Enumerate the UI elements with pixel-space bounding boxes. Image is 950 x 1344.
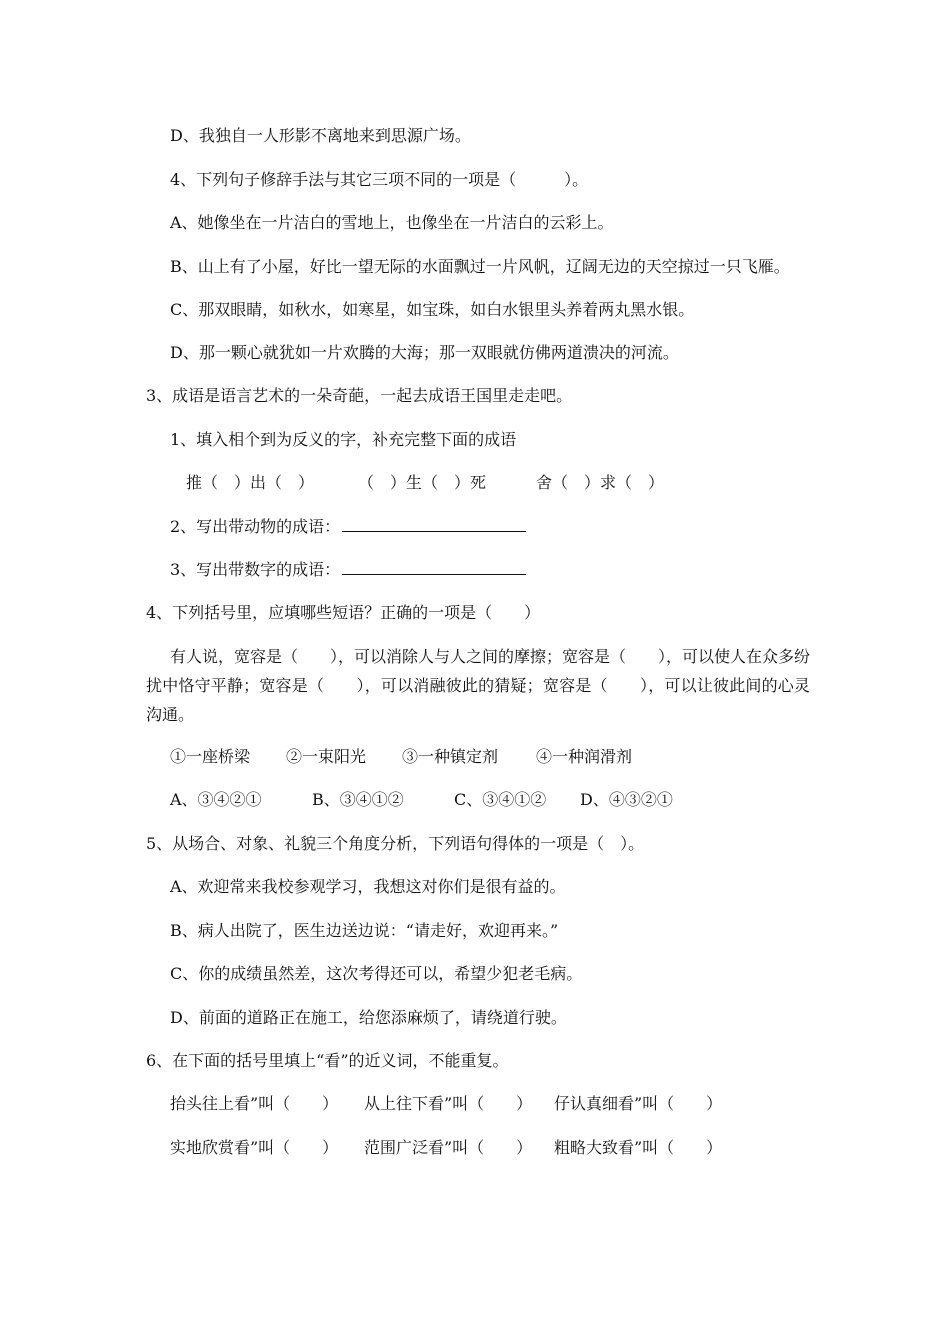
section-4-title: 4、下列括号里，应填哪些短语？正确的一项是（ ） <box>146 603 541 622</box>
synonym-2: 从上往下看”叫（ ） <box>364 1094 533 1113</box>
q4-option-c: C、那双眼睛，如秋水，如寒星，如宝珠，如白水银里头养着两丸黑水银。 <box>170 300 695 319</box>
synonym-4: 实地欣赏看”叫（ ） <box>170 1138 339 1157</box>
phrase-4: ④一种润滑剂 <box>536 747 633 766</box>
answer-blank-number[interactable] <box>342 560 526 575</box>
s5-option-d: D、前面的道路正在施工，给您添麻烦了，请绕道行驶。 <box>170 1008 567 1027</box>
section-3-item-3 <box>170 560 526 580</box>
section-3-title: 3、成语是语言艺术的一朵奇葩，一起去成语王国里走走吧。 <box>146 386 573 405</box>
synonym-1: 抬头往上看”叫（ ） <box>170 1094 339 1113</box>
s4-option-a[interactable]: A、③④②① <box>170 790 262 809</box>
section-5-title: 5、从场合、对象、礼貌三个角度分析，下列语句得体的一项是（ ）。 <box>146 834 645 853</box>
section-3-item-1: 1、填入相个到为反义的字，补充完整下面的成语 <box>170 430 517 449</box>
s5-option-a: A、欢迎常来我校参观学习，我想这对你们是很有益的。 <box>170 877 566 896</box>
section-3-item-2 <box>170 517 526 537</box>
phrase-2: ②一束阳光 <box>286 747 367 766</box>
synonym-5: 范围广泛看”叫（ ） <box>364 1138 533 1157</box>
synonym-3: 仔认真细看”叫（ ） <box>554 1094 723 1113</box>
s5-option-b: B、病人出院了，医生边送边说：“请走好，欢迎再来。” <box>170 921 559 940</box>
synonym-6: 粗略大致看”叫（ ） <box>554 1138 723 1157</box>
q4-option-d: D、那一颗心就犹如一片欢腾的大海；那一双眼就仿佛两道溃决的河流。 <box>170 343 679 362</box>
section-4-passage: 有人说，宽容是（ ），可以消除人与人之间的摩擦；宽容是（ ），可以使人在众多纷扰中恪守平静；宽容是（ ），可以消融彼此的猜疑；宽容是（ ），可以让彼此间的心灵沟通。 <box>146 647 811 724</box>
s4-option-b[interactable]: B、③④①② <box>312 790 404 809</box>
question-4-stem: 4、下列句子修辞手法与其它三项不同的一项是（ ）。 <box>170 170 589 189</box>
phrase-3: ③一种镇定剂 <box>402 747 499 766</box>
idiom-2: （ ）生（ ）死 <box>358 473 487 492</box>
section-6-title: 6、在下面的括号里填上“看”的近义词，不能重复。 <box>146 1051 509 1070</box>
q4-option-b: B、山上有了小屋，好比一望无际的水面飘过一片风帆，辽阔无边的天空掠过一只飞雁。 <box>170 257 790 276</box>
item-3-label: 3、写出带数字的成语： <box>170 560 341 579</box>
phrase-1: ①一座桥梁 <box>170 747 251 766</box>
s4-option-c[interactable]: C、③④①② <box>454 790 547 809</box>
s4-option-d[interactable]: D、④③②① <box>580 790 673 809</box>
item-2-label: 2、写出带动物的成语： <box>170 517 341 536</box>
answer-blank-animal[interactable] <box>342 517 526 532</box>
q4-option-a: A、她像坐在一片洁白的雪地上，也像坐在一片洁白的云彩上。 <box>170 213 614 232</box>
idiom-3: 舍（ ）求（ ） <box>536 473 665 492</box>
idiom-1: 推（ ）出（ ） <box>186 473 315 492</box>
option-d-text: D、我独自一人形影不离地来到思源广场。 <box>170 126 471 145</box>
s5-option-c: C、你的成绩虽然差，这次考得还可以，希望少犯老毛病。 <box>170 964 583 983</box>
